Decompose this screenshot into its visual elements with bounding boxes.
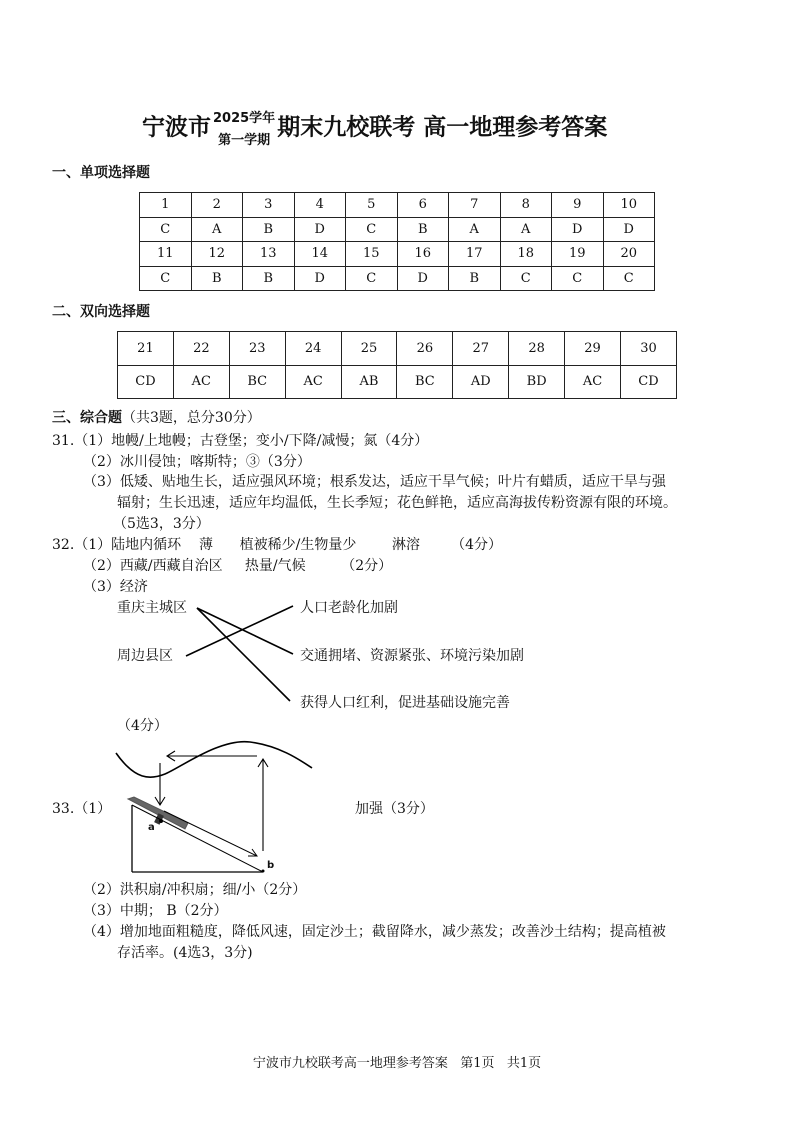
q31-line5: （5选3，3分）	[113, 516, 210, 532]
title-prefix: 宁波市	[142, 114, 211, 141]
table-cell: AD	[453, 365, 509, 399]
table-cell: BD	[509, 365, 565, 399]
q31-line4: 辐射；生长迅速，适应年均温低，生长季短；花色鲜艳，适应高海拔传粉资源有限的环境。	[117, 495, 677, 511]
q32-score: （4分）	[117, 718, 168, 734]
q33-line2: （2）洪积扇/冲积扇；细/小（2分）	[83, 882, 307, 898]
table-cell: D	[397, 266, 449, 291]
table-cell: 6	[397, 193, 449, 218]
table-cell: C	[552, 266, 604, 291]
table-cell: 14	[294, 242, 346, 267]
table-cell: 20	[603, 242, 655, 267]
q32-right-2: 交通拥堵、资源紧张、环境污染加剧	[300, 648, 524, 664]
table-cell: 26	[397, 332, 453, 366]
table-cell: 2	[191, 193, 243, 218]
table-cell: 30	[620, 332, 676, 366]
table-cell: 10	[603, 193, 655, 218]
table-cell: D	[294, 266, 346, 291]
table-cell: AC	[565, 365, 621, 399]
table-cell: 23	[229, 332, 285, 366]
table-cell: 21	[118, 332, 174, 366]
table-cell: 17	[449, 242, 501, 267]
table-cell: 12	[191, 242, 243, 267]
table-cell: B	[243, 217, 295, 242]
table-cell: 22	[173, 332, 229, 366]
q33-line3: （3）中期； B（2分）	[83, 903, 228, 919]
q32-left-1: 重庆主城区	[117, 600, 187, 616]
table-cell: B	[449, 266, 501, 291]
table-cell: 24	[285, 332, 341, 366]
table-cell: A	[500, 217, 552, 242]
wave-curve	[116, 742, 312, 778]
match-line	[197, 608, 293, 654]
table-cell: C	[140, 266, 192, 291]
title-term: 第一学期	[218, 133, 271, 148]
table-cell: D	[603, 217, 655, 242]
q31-line2: （2）冰川侵蚀；喀斯特；③（3分）	[83, 454, 311, 470]
table-cell: CD	[118, 365, 174, 399]
q32-right-1: 人口老龄化加剧	[300, 600, 398, 616]
section3-title: 三、综合题	[52, 410, 122, 426]
table-cell: 18	[500, 242, 552, 267]
table-cell: C	[346, 266, 398, 291]
q33-line4: （4）增加地面粗糙度，降低风速，固定沙土；截留降水，减少蒸发；改善沙土结构；提高植被	[83, 924, 666, 940]
q33-answer1: 加强（3分）	[355, 801, 434, 817]
title-year: 2025学年	[213, 111, 276, 126]
table-cell: C	[603, 266, 655, 291]
table-cell: 3	[243, 193, 295, 218]
table-cell: BC	[229, 365, 285, 399]
label-a: a	[148, 822, 155, 833]
q32-line2: （2）西藏/西藏自治区 热量/气候 （2分）	[83, 558, 393, 574]
table-cell: B	[191, 266, 243, 291]
table-cell: AB	[341, 365, 397, 399]
table-cell: 11	[140, 242, 192, 267]
table-cell: 4	[294, 193, 346, 218]
table-cell: 8	[500, 193, 552, 218]
table-cell: AC	[285, 365, 341, 399]
table-cell: A	[191, 217, 243, 242]
table-cell: 25	[341, 332, 397, 366]
section2-heading: 二、双向选择题	[52, 304, 150, 320]
q32-line1: 32.（1）陆地内循环 薄 植被稀少/生物量少 淋溶 （4分）	[52, 537, 503, 553]
q33-line1: 33.（1）	[52, 801, 112, 817]
table-cell: B	[397, 217, 449, 242]
q32-left-2: 周边县区	[117, 648, 173, 664]
table-cell: CD	[620, 365, 676, 399]
table-cell: D	[294, 217, 346, 242]
table-cell: 15	[346, 242, 398, 267]
q31-line3: （3）低矮、贴地生长，适应强风环境；根系发达，适应干旱气候；叶片有蜡质，适应干旱与强	[83, 474, 666, 490]
table-cell: C	[500, 266, 552, 291]
table-cell: A	[449, 217, 501, 242]
table-cell: 16	[397, 242, 449, 267]
table-cell: 13	[243, 242, 295, 267]
q32-right-3: 获得人口红利，促进基础设施完善	[300, 695, 510, 711]
section1-heading: 一、单项选择题	[52, 165, 150, 181]
table-cell: 5	[346, 193, 398, 218]
q33-line5: 存活率。(4选3，3分)	[117, 945, 253, 961]
table-cell: C	[140, 217, 192, 242]
point-b	[262, 870, 265, 873]
table-cell: 19	[552, 242, 604, 267]
table-cell: B	[243, 266, 295, 291]
matching-lines	[186, 606, 293, 701]
slope-diagram	[116, 742, 312, 873]
table-cell: D	[552, 217, 604, 242]
table-cell: 28	[509, 332, 565, 366]
section3-note: （共3题，总分30分）	[122, 410, 261, 426]
table-cell: 1	[140, 193, 192, 218]
title-suffix: 期末九校联考 高一地理参考答案	[277, 114, 608, 141]
slope-arrow	[164, 811, 257, 856]
point-a	[159, 819, 163, 823]
table-cell: 7	[449, 193, 501, 218]
table-cell: 27	[453, 332, 509, 366]
table-cell: 29	[565, 332, 621, 366]
table-cell: C	[346, 217, 398, 242]
page-footer: 宁波市九校联考高一地理参考答案 第1页 共1页	[252, 1056, 542, 1071]
label-b: b	[267, 860, 275, 871]
match-line	[197, 608, 290, 701]
q31-line1: 31.（1）地幔/上地幔；古登堡；变小/下降/减慢；氮（4分）	[52, 433, 429, 449]
table-cell: AC	[173, 365, 229, 399]
table-cell: BC	[397, 365, 453, 399]
table-cell: 9	[552, 193, 604, 218]
q32-line3: （3）经济	[83, 579, 148, 595]
